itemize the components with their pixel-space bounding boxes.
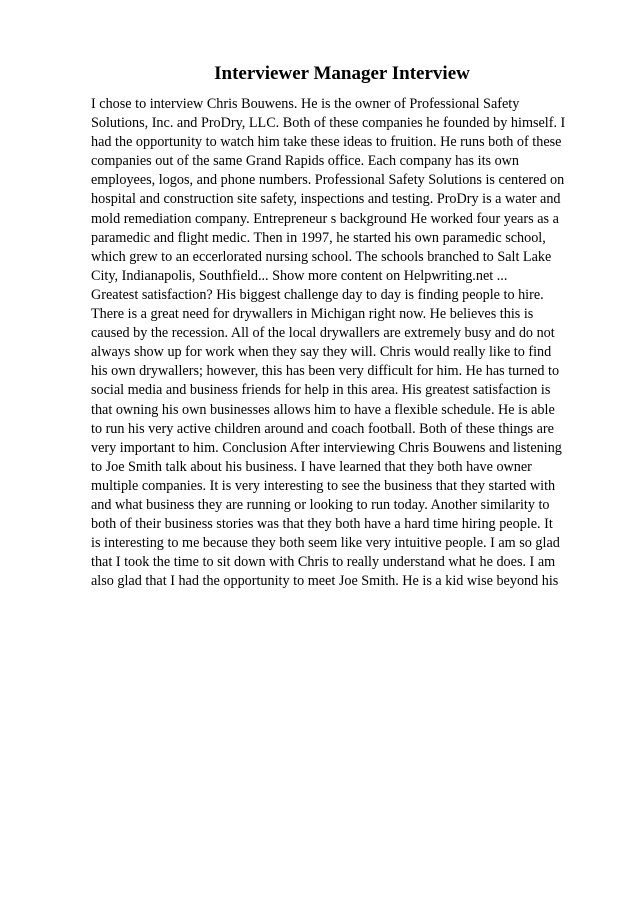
body-line: paramedic and flight medic. Then in 1997, he started his own paramedic school, [91,229,546,246]
document-body [91,95,611,591]
body-line: employees, logos, and phone numbers. Professional Safety Solutions is centered on [91,172,565,189]
body-line: There is a great need for drywallers in Michigan right now. He believes this is [91,306,534,323]
body-line: that I took the time to sit down with Chris to really understand what he does. I am [91,554,556,571]
body-line: social media and business friends for help in this area. His greatest satisfaction is [91,382,551,399]
body-line: I chose to interview Chris Bouwens. He is the owner of Professional Safety [91,96,520,112]
body-line: companies out of the same Grand Rapids office. Each company has its own [91,153,520,170]
document-title: Interviewer Manager Interview [214,63,470,84]
body-line: his own drywallers; however, this has been very difficult for him. He has turned to [91,363,560,380]
body-line: Greatest satisfaction? His biggest challenge day to day is finding people to hire. [91,286,544,303]
body-line: City, Indianapolis, Southfield... Show more content on Helpwriting.net ... [91,267,508,284]
body-line: caused by the recession. All of the local drywallers are extremely busy and do not [91,325,555,342]
body-line: is interesting to me because they both seem like very intuitive people. I am so glad [91,535,560,552]
body-line: to run his very active children around and coach football. Both of these things are [91,420,554,437]
body-line: also glad that I had the opportunity to meet Joe Smith. He is a kid wise beyond his [91,573,559,590]
body-line: to Joe Smith talk about his business. I have learned that they both have owner [91,458,532,475]
body-line: which grew to an eccerlorated nursing school. The schools branched to Salt Lake [91,248,552,265]
body-line: and what business they are running or looking to run today. Another similarity to [91,496,550,513]
body-line: multiple companies. It is very interesting to see the business that they started with [91,477,556,494]
body-line: both of their business stories was that they both have a hard time hiring people. It [91,516,553,533]
body-line: always show up for work when they say they will. Chris would really like to find [91,344,552,361]
body-line: very important to him. Conclusion After interviewing Chris Bouwens and listening [91,439,562,456]
body-line: Solutions, Inc. and ProDry, LLC. Both of these companies he founded by himself. I [91,115,566,132]
body-line: mold remediation company. Entrepreneur s background He worked four years as a [91,210,559,227]
body-line: hospital and construction site safety, inspections and testing. ProDry is a water and [91,191,561,208]
body-line: had the opportunity to watch him take these ideas to fruition. He runs both of these [91,134,562,151]
body-line: that owning his own businesses allows him to have a flexible schedule. He is able [91,401,555,418]
